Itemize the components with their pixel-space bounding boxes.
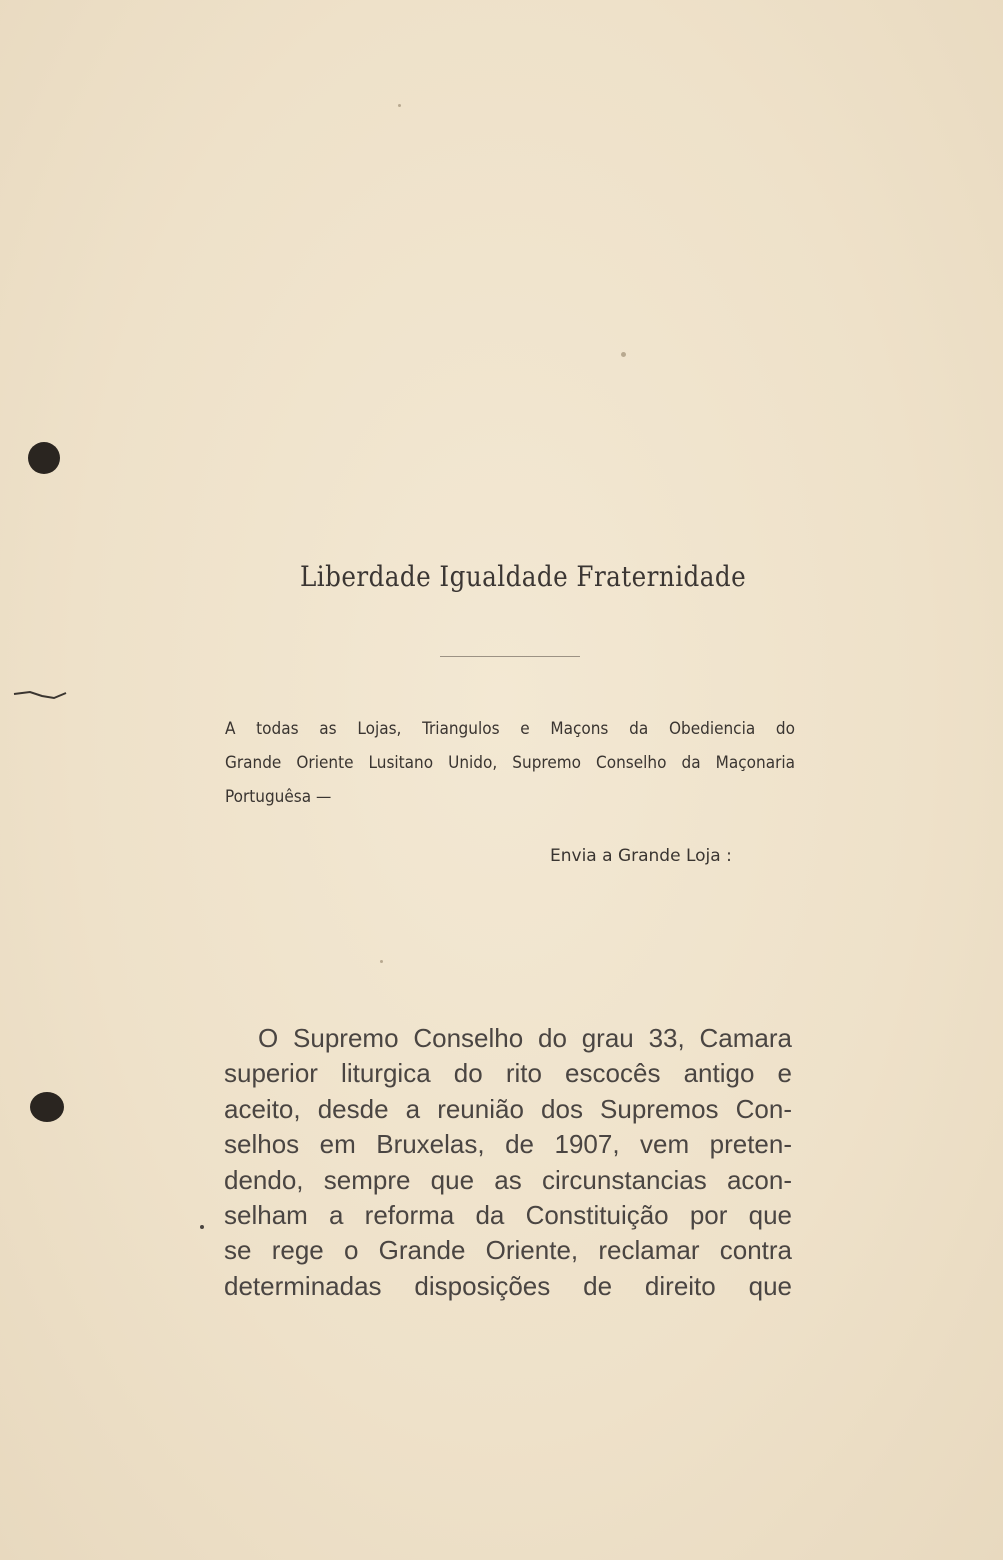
punch-hole-top: [28, 442, 60, 474]
body-line: superior liturgica do rito escocês antigo e: [224, 1058, 792, 1089]
punch-hole-bottom: [30, 1092, 64, 1122]
body-line: determinadas disposições de direito que: [224, 1270, 792, 1301]
body-line: dendo, sempre que as circunstancias acon-: [224, 1164, 792, 1195]
body-line: selhos em Bruxelas, de 1907, vem preten-: [224, 1129, 792, 1160]
address-line: Portuguêsa —: [225, 787, 332, 807]
address-line: Grande Oriente Lusitano Unido, Supremo Conselho da Maçonaria: [225, 753, 795, 773]
page-title: Liberdade Igualdade Fraternidade: [300, 560, 747, 593]
address-paragraph: [225, 712, 795, 814]
body-line: se rege o Grande Oriente, reclamar contra: [224, 1235, 792, 1266]
paper-speck: [380, 960, 383, 963]
body-line: aceito, desde a reunião dos Supremos Con-: [224, 1093, 792, 1124]
body-line: O Supremo Conselho do grau 33, Camara: [258, 1023, 792, 1053]
title-divider: [440, 656, 580, 657]
body-paragraph: [224, 1021, 792, 1304]
paper-speck: [398, 104, 401, 107]
body-line: selham a reforma da Constituição por que: [224, 1200, 792, 1231]
paper-tear-mark: [12, 688, 68, 702]
paper-speck: [621, 352, 626, 357]
sender-line: Envia a Grande Loja :: [550, 846, 732, 866]
paper-speck: [200, 1225, 204, 1229]
address-line: A todas as Lojas, Triangulos e Maçons da Obediencia do: [225, 719, 795, 739]
